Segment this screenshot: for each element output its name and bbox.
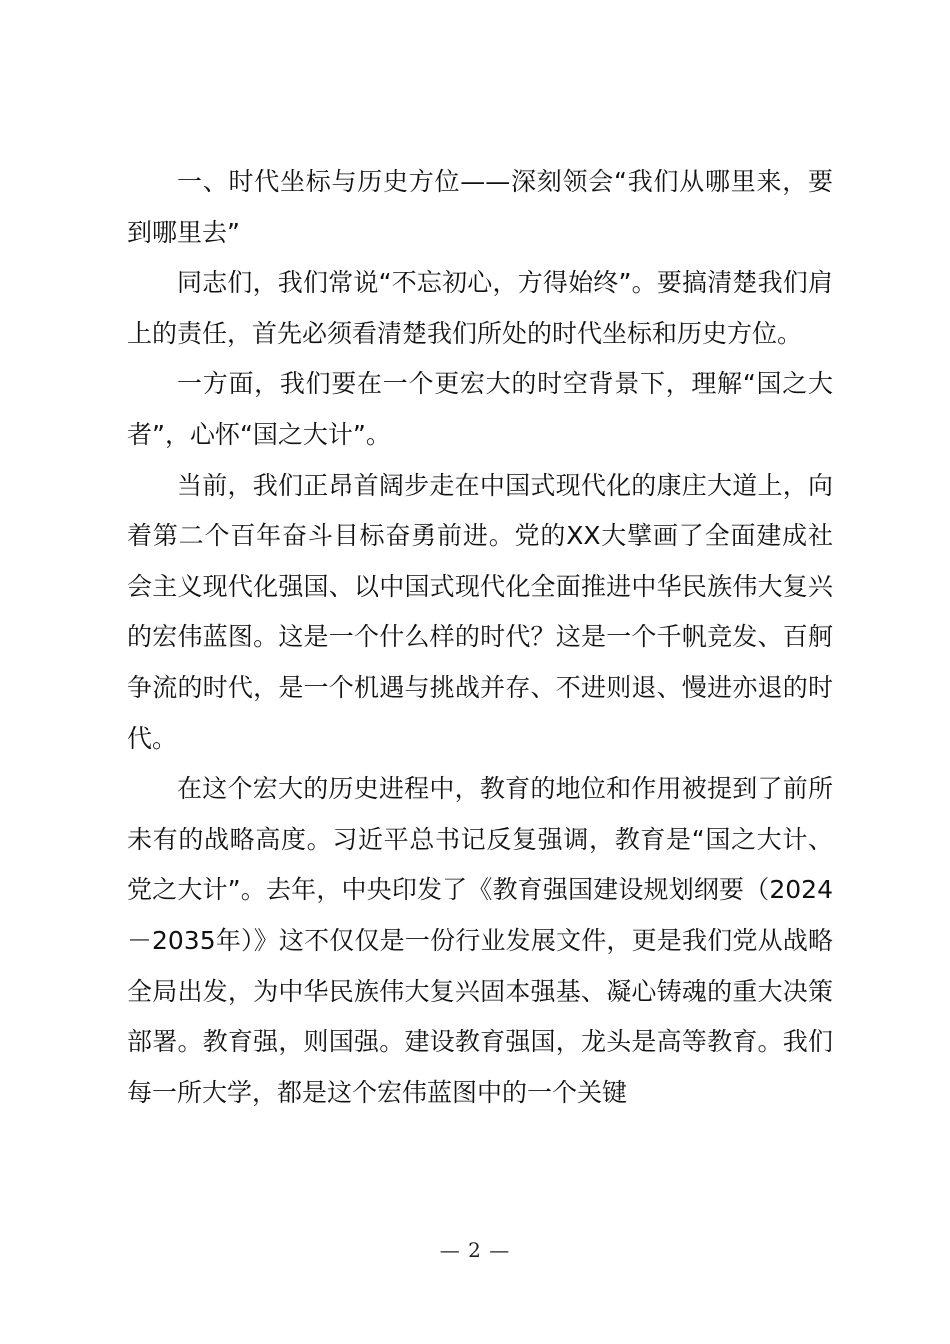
paragraph: 同志们，我们常说“不忘初心，方得始终”。要搞清楚我们肩上的责任，首先必须看清楚我们所处的时代坐标和历史方位。 bbox=[127, 268, 833, 348]
paragraph: 当前，我们正昂首阔步走在中国式现代化的康庄大道上，向着第二个百年奋斗目标奋勇前进。党的XX大擘画了全面建成社会主义现代化强国、以中国式现代化全面推进中华民族伟大复兴的宏伟蓝图。这是一个什么样的时代？这是一个千帆竞发、百舸争流的时代，是一个机遇与挑战并存、不进则退、慢进亦退的时代。 bbox=[127, 470, 833, 753]
document-body bbox=[127, 157, 833, 1118]
page-number: — 2 — bbox=[439, 1238, 511, 1262]
section-heading: 一、时代坐标与历史方位——深刻领会“我们从哪里来，要到哪里去” bbox=[127, 167, 833, 247]
paragraph: 一方面，我们要在一个更宏大的时空背景下，理解“国之大者”，心怀“国之大计”。 bbox=[127, 369, 833, 449]
paragraph: 在这个宏大的历史进程中，教育的地位和作用被提到了前所未有的战略高度。习近平总书记反复强调，教育是“国之大计、党之大计”。去年，中央印发了《教育强国建设规划纲要（2024－2035年）》这不仅仅是一份行业发展文件，更是我们党从战略全局出发，为中华民族伟大复兴固本强基、凝心铸魂的重大决策部署。教育强，则国强。建设教育强国，龙头是高等教育。我们每一所大学，都是这个宏伟蓝图中的一个关键 bbox=[127, 774, 833, 1107]
